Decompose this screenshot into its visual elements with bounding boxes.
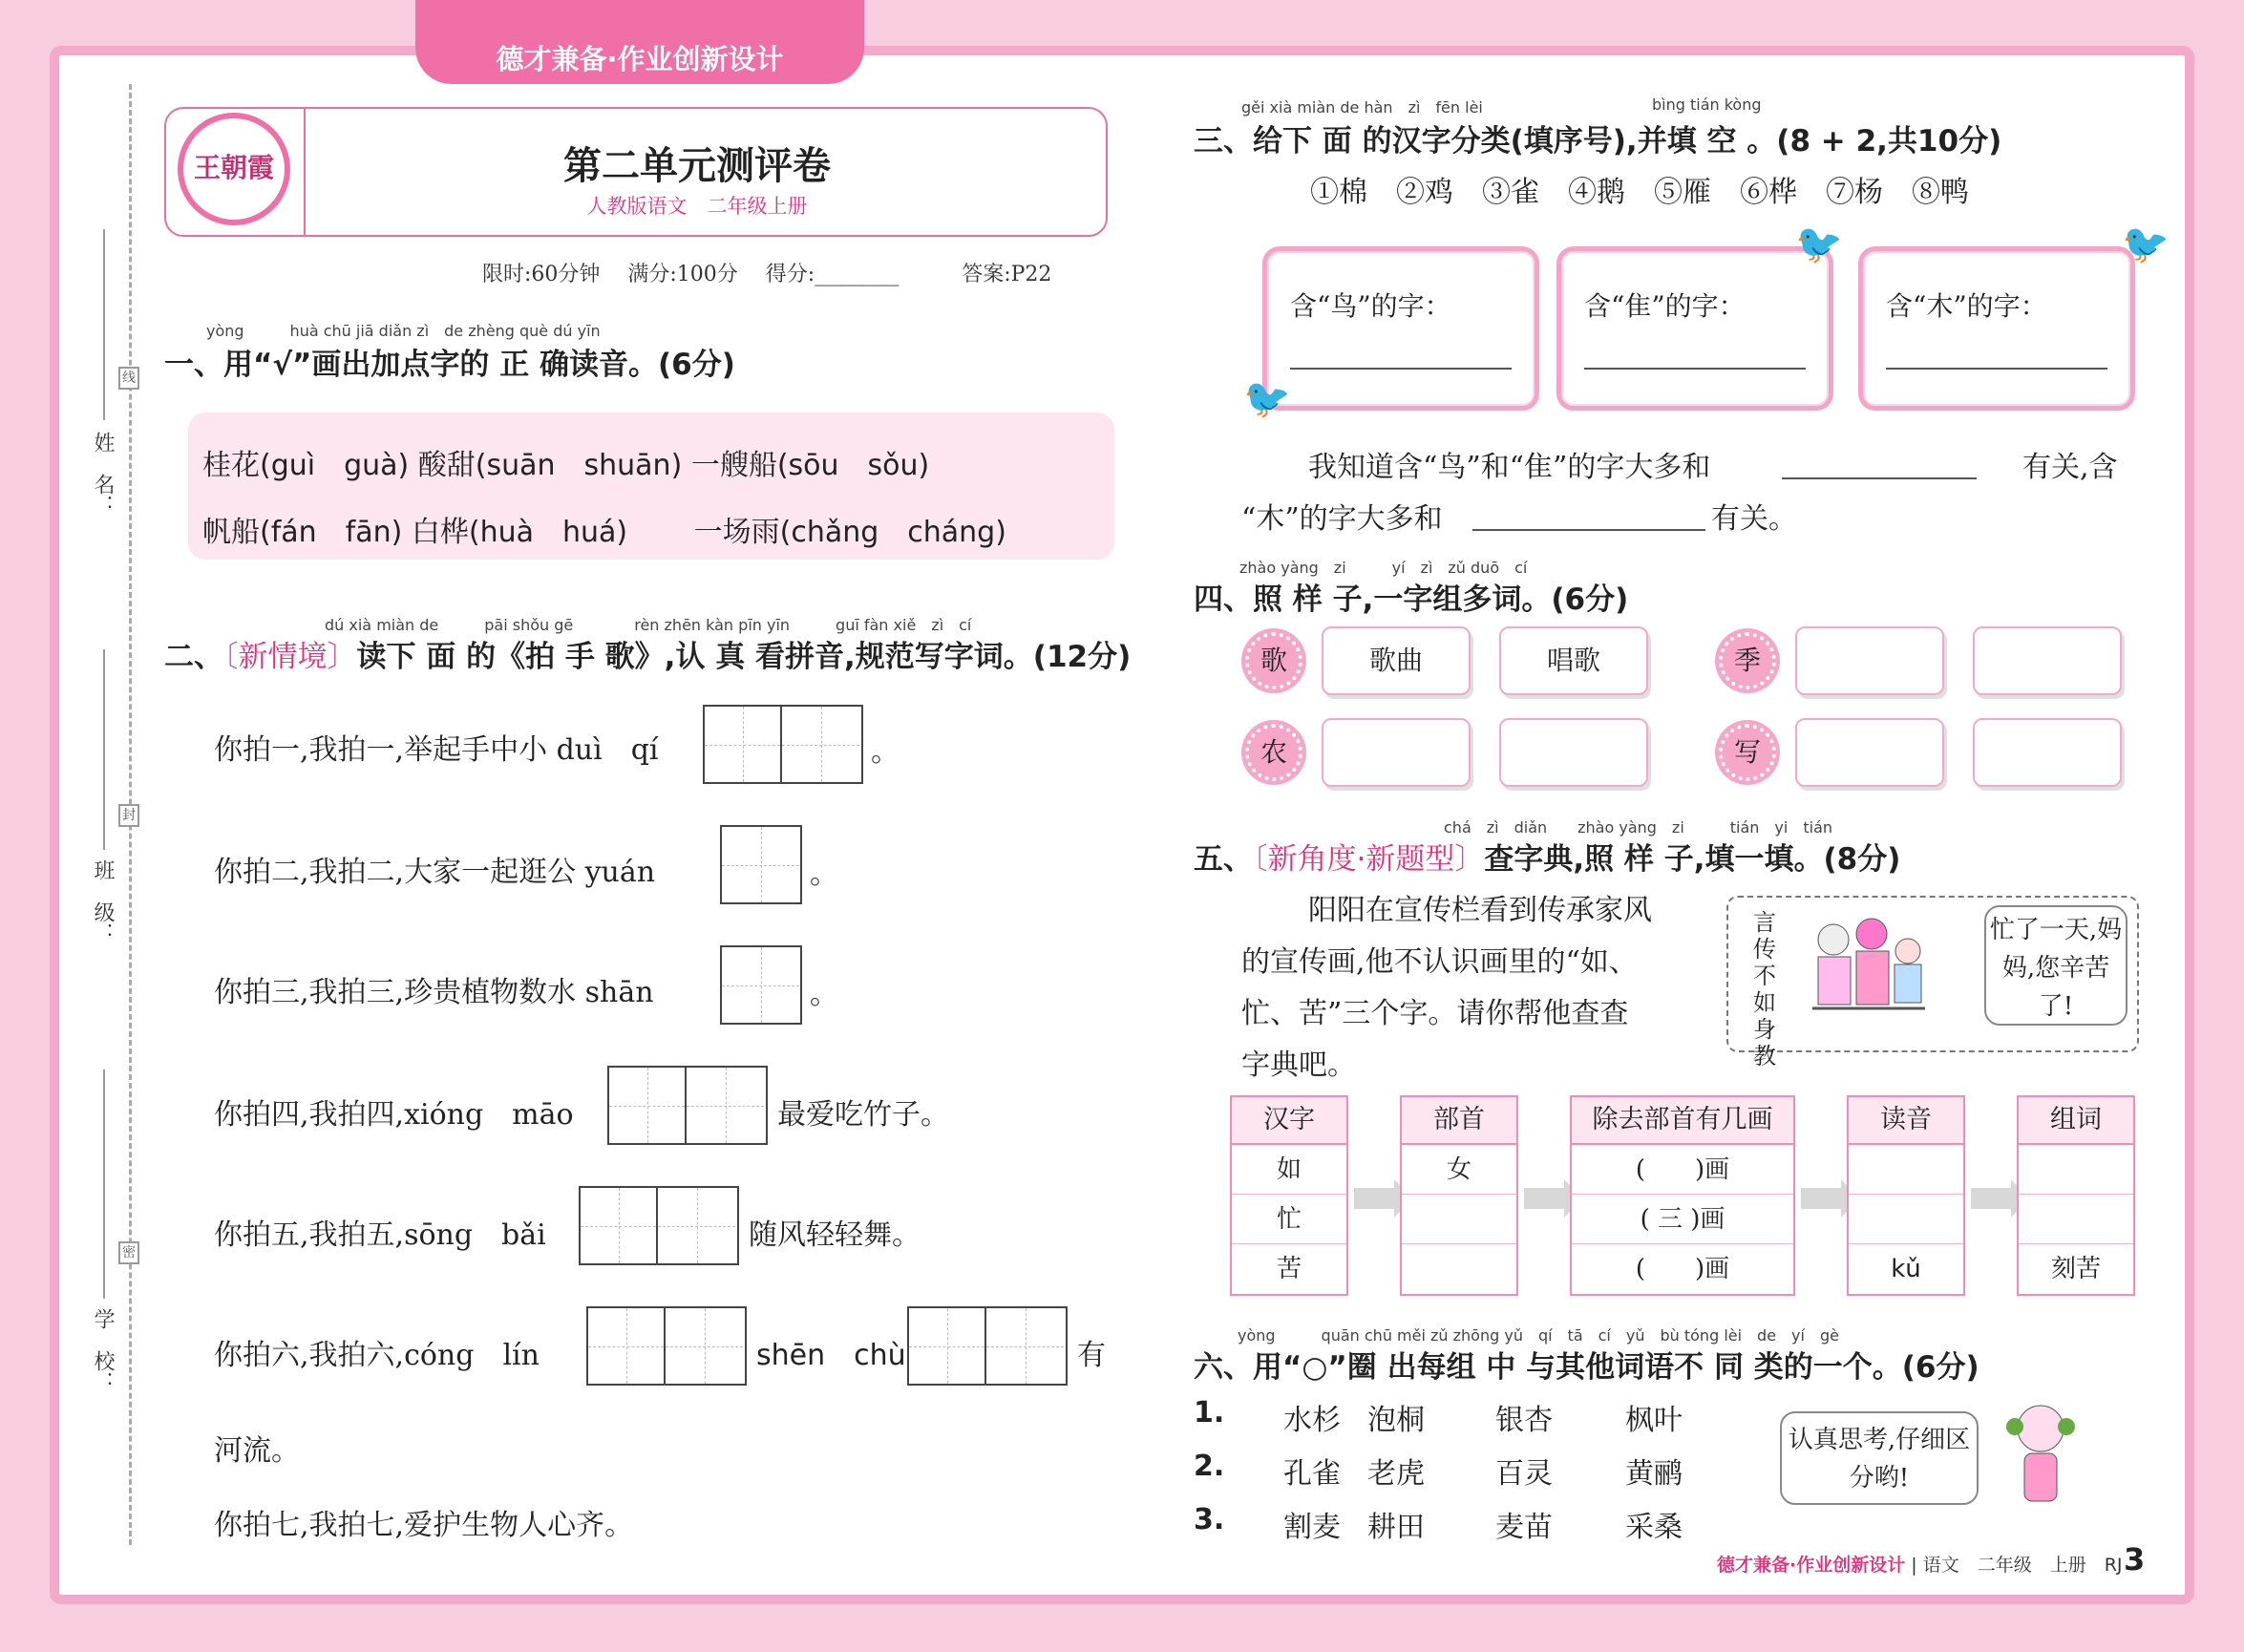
q6-word[interactable]: 麦苗 bbox=[1495, 1511, 1553, 1544]
q2-line6: 你拍六,我拍六,cóng lín bbox=[214, 1339, 540, 1372]
q4-answer-box-2[interactable] bbox=[1973, 626, 2122, 695]
q4-example-2: 唱歌 bbox=[1499, 626, 1648, 695]
q2-tag: 〔新情境〕 bbox=[223, 640, 357, 674]
q5-bushou-answer-2[interactable] bbox=[1402, 1195, 1516, 1244]
q3-answer-line-3[interactable] bbox=[1886, 368, 2107, 370]
q2-line3: 你拍三,我拍三,珍贵植物数水 shān bbox=[214, 976, 654, 1009]
q5-col-strokes: 除去部首有几画 ( )画 ( 三 )画 ( )画 bbox=[1570, 1095, 1795, 1296]
q1-row2[interactable]: 帆船(fán fān) 白桦(huà huá) 一场雨(chǎng cháng) bbox=[202, 516, 1006, 549]
q3-box-niao: 含“鸟”的字： bbox=[1262, 246, 1539, 411]
q2-answer-grid-4[interactable] bbox=[607, 1066, 768, 1145]
q5-duyin-answer-1[interactable] bbox=[1849, 1145, 1963, 1195]
q4-pinyin: zhào yàng zi yí zì zǔ duō cí bbox=[1239, 559, 1528, 577]
q2-answer-grid-2[interactable] bbox=[720, 825, 802, 904]
q1-pinyin: yòng huà chū jiā diǎn zì de zhèng què dú yīn bbox=[206, 322, 601, 340]
brand-logo: 王朝霞 bbox=[178, 113, 290, 225]
q2-answer-grid-1[interactable] bbox=[703, 705, 863, 784]
q5-speech-bubble: 忙了一天,妈妈,您辛苦了! bbox=[1984, 905, 2128, 1026]
q6-title: 六、用“○”圈 出每组 中 与其他词语不 同 类的一个。(6分) bbox=[1194, 1350, 1979, 1385]
q3-fill-text-2: “木”的字大多和 bbox=[1241, 502, 1443, 536]
q1-row1[interactable]: 桂花(guì guà) 酸甜(suān shuān) 一艘船(sōu sǒu) bbox=[202, 449, 930, 482]
q2-answer-grid-3[interactable] bbox=[720, 945, 802, 1025]
arrow-icon bbox=[1801, 1188, 1843, 1209]
banner: 德才兼备·作业创新设计 bbox=[415, 0, 864, 84]
cut-mark-line: 线 bbox=[118, 367, 139, 390]
q6-word[interactable]: 割麦 bbox=[1283, 1511, 1341, 1544]
q4-flower-nong: 农 bbox=[1245, 724, 1302, 781]
q2-title: 二、〔新情境〕读下 面 的《拍 手 歌》,认 真 看拼音,规范写字词。(12分) bbox=[164, 640, 1132, 674]
q6-word[interactable]: 百灵 bbox=[1495, 1457, 1553, 1491]
q3-fill-blank-2[interactable] bbox=[1472, 529, 1705, 531]
q5-tag: 〔新角度·新题型〕 bbox=[1253, 842, 1485, 877]
q2-answer-grid-5[interactable] bbox=[579, 1186, 739, 1265]
q5-pinyin: chá zì diǎn zhào yàng zi tián yi tián bbox=[1444, 818, 1833, 837]
q4-flower-ge: 歌 bbox=[1245, 632, 1302, 689]
cut-mark-secret: 密 bbox=[118, 1241, 139, 1264]
q6-row-number: 2. bbox=[1194, 1450, 1225, 1483]
q3-box-zhui: 含“隹”的字： bbox=[1556, 246, 1833, 411]
q6-word[interactable]: 枫叶 bbox=[1625, 1404, 1683, 1437]
q6-word[interactable]: 耕田 bbox=[1367, 1511, 1425, 1544]
q2-answer-grid-6[interactable] bbox=[586, 1306, 747, 1386]
bird-icon: 🐦 bbox=[2122, 222, 2170, 266]
q5-bushou-answer-3[interactable] bbox=[1402, 1244, 1516, 1294]
q5-zuci-answer-1[interactable] bbox=[2019, 1145, 2133, 1195]
q5-col-duyin: 读音 kǔ bbox=[1847, 1095, 1965, 1296]
class-line[interactable] bbox=[103, 649, 105, 850]
q5-title: 五、〔新角度·新题型〕查字典,照 样 子,填一填。(8分) bbox=[1194, 842, 1901, 877]
q3-title: 三、给下 面 的汉字分类(填序号),并填 空 。(8 + 2,共10分) bbox=[1194, 124, 2002, 159]
q4-answer-box-4[interactable] bbox=[1499, 718, 1648, 787]
q5-para-2: 的宣传画,他不认识画里的“如、 bbox=[1241, 945, 1638, 979]
q2-line7: 你拍七,我拍七,爱护生物人心齐。 bbox=[214, 1509, 634, 1542]
q4-answer-box-6[interactable] bbox=[1973, 718, 2122, 787]
q2-line1: 你拍一,我拍一,举起手中小 duì qí bbox=[214, 733, 659, 767]
arrow-icon bbox=[1354, 1188, 1396, 1209]
footer: 德才兼备·作业创新设计 | 语文 二年级 上册 RJ bbox=[1717, 1555, 2123, 1576]
q2-line2: 你拍二,我拍二,大家一起逛公 yuán bbox=[214, 856, 656, 889]
header-divider bbox=[304, 109, 306, 235]
q5-para-3: 忙、苦”三个字。请你帮他查查 bbox=[1241, 997, 1629, 1030]
bird-icon: 🐦 bbox=[1243, 377, 1291, 421]
q3-char-list: ①棉 ②鸡 ③雀 ④鹅 ⑤雁 ⑥桦 ⑦杨 ⑧鸭 bbox=[1310, 176, 1969, 209]
cut-mark-seal: 封 bbox=[118, 804, 139, 827]
q6-word[interactable]: 银杏 bbox=[1495, 1404, 1553, 1437]
q5-col-bushou: 部首 女 bbox=[1400, 1095, 1518, 1296]
page-subtitle: 人教版语文 二年级上册 bbox=[586, 195, 808, 218]
family-illustration bbox=[1805, 913, 1929, 1037]
q4-answer-box-5[interactable] bbox=[1795, 718, 1944, 787]
bird-icon: 🐦 bbox=[1795, 222, 1843, 266]
exam-info: 限时:60分钟 满分:100分 得分:________ 答案:P22 bbox=[482, 263, 1052, 286]
q2-line4: 你拍四,我拍四,xióng māo bbox=[214, 1098, 574, 1132]
q2-pinyin: dú xià miàn de pāi shǒu gē rèn zhēn kàn pīn yīn guī fàn xiě zì cí bbox=[325, 616, 972, 634]
q3-answer-line-1[interactable] bbox=[1290, 368, 1512, 370]
q3-fill-blank-1[interactable] bbox=[1782, 477, 1977, 479]
q3-answer-line-2[interactable] bbox=[1584, 368, 1806, 370]
q6-word[interactable]: 泡桐 bbox=[1367, 1404, 1425, 1437]
q4-flower-xie: 写 bbox=[1719, 724, 1776, 781]
q5-col-hanzi: 汉字 如 忙 苦 bbox=[1230, 1095, 1348, 1296]
q5-col-zuci: 组词 刻苦 bbox=[2017, 1095, 2135, 1296]
q6-word[interactable]: 水杉 bbox=[1283, 1404, 1341, 1437]
q5-para-4: 字典吧。 bbox=[1241, 1048, 1356, 1082]
page-title: 第二单元测评卷 bbox=[563, 144, 831, 188]
q3-box-mu: 含“木”的字： bbox=[1858, 246, 2135, 411]
q6-word[interactable]: 采桑 bbox=[1625, 1511, 1683, 1544]
q3-fill-text-1: 我知道含“鸟”和“隹”的字大多和 bbox=[1308, 451, 1711, 484]
q6-word[interactable]: 老虎 bbox=[1367, 1457, 1425, 1491]
school-line[interactable] bbox=[103, 1070, 105, 1299]
q4-answer-box-3[interactable] bbox=[1322, 718, 1471, 787]
page-number: 3 bbox=[2124, 1541, 2146, 1578]
name-label: 姓 名： bbox=[91, 432, 115, 516]
school-label: 学 校： bbox=[91, 1308, 115, 1392]
q6-word[interactable]: 黄鹂 bbox=[1625, 1457, 1683, 1491]
q4-title: 四、照 样 子,一字组多词。(6分) bbox=[1194, 582, 1629, 617]
q2-answer-grid-7[interactable] bbox=[907, 1306, 1068, 1386]
q4-example-1: 歌曲 bbox=[1322, 626, 1471, 695]
arrow-icon bbox=[1971, 1188, 2013, 1209]
q4-answer-box-1[interactable] bbox=[1795, 626, 1944, 695]
q2-line5: 你拍五,我拍五,sōng bǎi bbox=[214, 1218, 546, 1252]
q5-zuci-answer-2[interactable] bbox=[2019, 1195, 2133, 1244]
q6-word[interactable]: 孔雀 bbox=[1283, 1457, 1341, 1491]
q6-row-number: 1. bbox=[1194, 1396, 1225, 1430]
class-label: 班 级： bbox=[91, 859, 115, 943]
name-line[interactable] bbox=[103, 229, 105, 420]
q6-row-number: 3. bbox=[1194, 1503, 1225, 1536]
q1-title: 一、用“√”画出加点字的 正 确读音。(6分) bbox=[164, 348, 735, 382]
q5-duyin-answer-2[interactable] bbox=[1849, 1195, 1963, 1244]
q6-tip-bubble: 认真思考,仔细区分哟! bbox=[1780, 1411, 1979, 1505]
q6-pinyin: yòng quān chū měi zǔ zhōng yǔ qí tā cí yǔ bù tóng lèi de yí gè bbox=[1238, 1326, 1839, 1345]
arrow-icon bbox=[1524, 1188, 1566, 1209]
q5-poster-text: 言传不如身教 bbox=[1753, 909, 1776, 1070]
girl-illustration bbox=[1998, 1398, 2084, 1513]
q4-flower-ji: 季 bbox=[1719, 632, 1776, 689]
q3-pinyin: gěi xià miàn de hàn zì fēn lèi bbox=[1241, 98, 1483, 116]
q5-para-1: 阳阳在宣传栏看到传承家风 bbox=[1308, 894, 1652, 927]
